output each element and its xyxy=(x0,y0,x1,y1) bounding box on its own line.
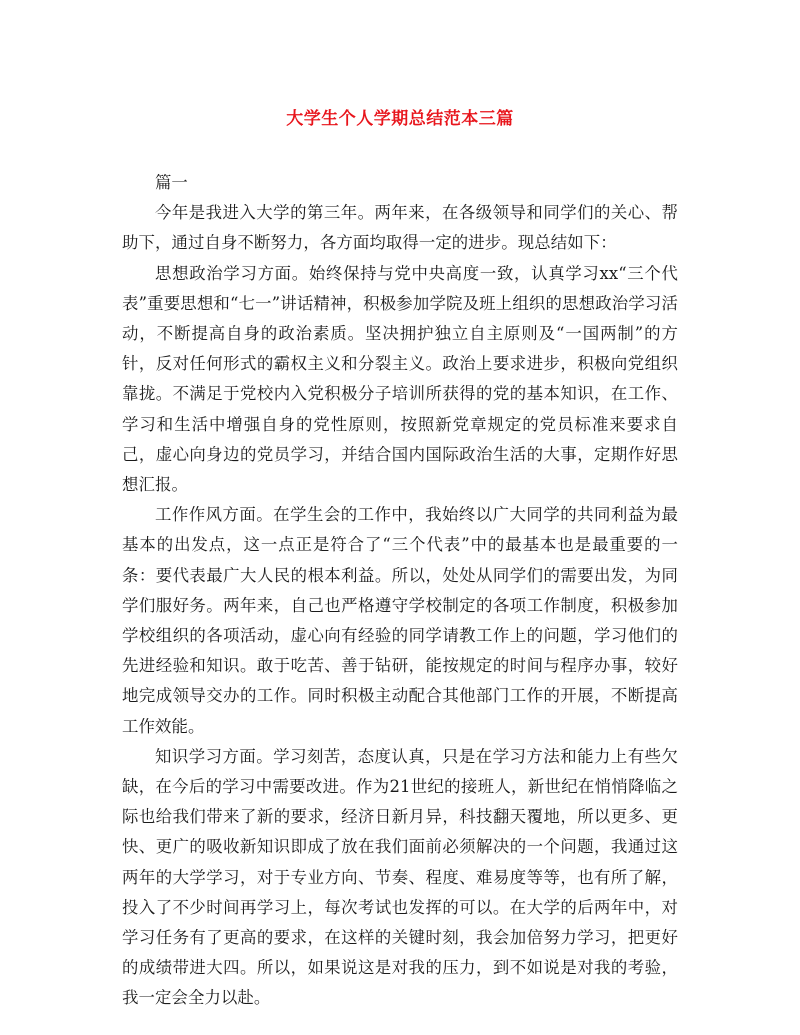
paragraph-knowledge-study: 知识学习方面。学习刻苦，态度认真，只是在学习方法和能力上有些欠缺，在今后的学习中需要改进。作为21世纪的接班人，新世纪在悄悄降临之际也给我们带来了新的要求，经济日新月异，科技翻天覆地，所以更多、更快、更广的吸收新知识即成了放在我们面前必须解决的一个问题，我通过这两年的大学学习，对于专业方向、节奏、程度、难易度等等，也有所了解，投入了不少时间再学习上，每次考试也发挥的可以。在大学的后两年中，对学习任务有了更高的要求，在这样的关键时刻，我会加倍努力学习，把更好的成绩带进大四。所以，如果说这是对我的压力，到不如说是对我的考验，我一定会全力以赴。 xyxy=(122,746,678,1008)
paragraph-intro: 今年是我进入大学的第三年。两年来，在各级领导和同学们的关心、帮助下，通过自身不断努力，各方面均取得一定的进步。现总结如下： xyxy=(122,203,678,253)
paragraph-political-study: 思想政治学习方面。始终保持与党中央高度一致，认真学习xx“三个代表”重要思想和“七一”讲话精神，积极参加学院及班上组织的思想政治学习活动，不断提高自身的政治素质。坚决拥护独立自主原则及“一国两制”的方针，反对任何形式的霸权主义和分裂主义。政治上要求进步，积极向党组织靠拢。不满足于党校内入党积极分子培训所获得的党的基本知识，在工作、学习和生活中增强自身的党性原则，按照新党章规定的党员标准来要求自己，虚心向身边的党员学习，并结合国内国际政治生活的大事，定期作好思想汇报。 xyxy=(122,263,678,495)
section-label: 篇一 xyxy=(155,173,188,192)
paragraph-work-style: 工作作风方面。在学生会的工作中，我始终以广大同学的共同利益为最基本的出发点，这一点正是符合了“三个代表”中的最基本也是最重要的一条：要代表最广大人民的根本利益。所以，处处从同学们的需要出发，为同学们服好务。两年来，自己也严格遵守学校制定的各项工作制度，积极参加学校组织的各项活动，虚心向有经验的同学请教工作上的问题，学习他们的先进经验和知识。敢于吃苦、善于钻研，能按规定的时间与程序办事，较好地完成领导交办的工作。同时积极主动配合其他部门工作的开展，不断提高工作效能。 xyxy=(122,505,678,736)
document-body xyxy=(122,168,678,1014)
document-title: 大学生个人学期总结范本三篇 xyxy=(286,109,514,129)
